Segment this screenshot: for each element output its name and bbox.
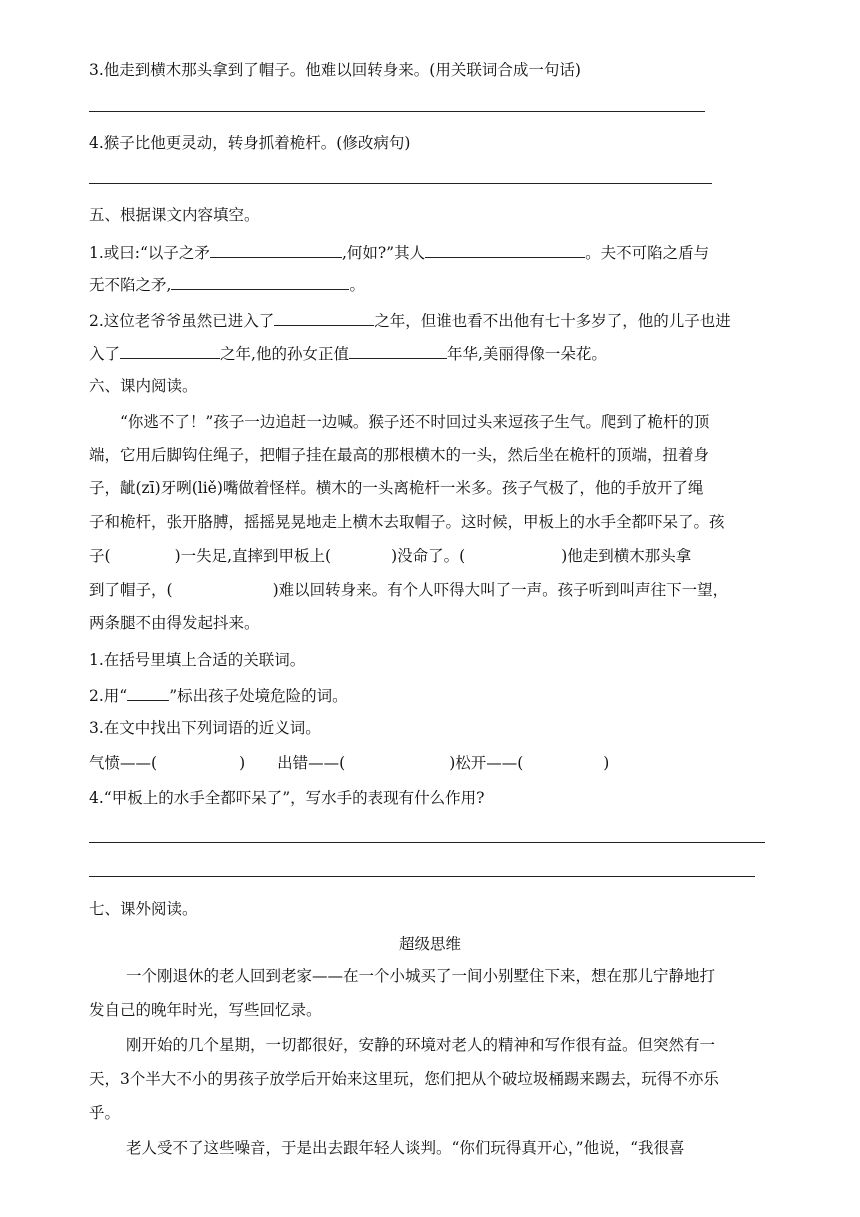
blank <box>274 309 374 326</box>
blank <box>171 273 349 290</box>
question-2: 2.用“ ”标出孩子处境危险的词。 <box>89 684 348 706</box>
fill-line-2: 无不陷之矛, 。 <box>89 273 365 295</box>
fill-line-3: 2.这位老爷爷虽然已进入了 之年，但谁也看不出他有七十多岁了，他的儿子也进 <box>89 309 731 331</box>
question-3: 3.在文中找出下列词语的近义词。 <box>89 719 321 737</box>
answer-line <box>89 842 765 843</box>
synonym-row: 气愤——( ) 出错——( )松开——( ) <box>89 754 610 772</box>
fill-line-4: 入了 之年,他的孙女正值 年华,美丽得像一朵花。 <box>89 342 607 364</box>
passage-line: 到了帽子，( )难以回转身来。有个人吓得大叫了一声。孩子听到叫声往下一望， <box>89 581 729 599</box>
article-line: 老人受不了这些噪音，于是出去跟年轻人谈判。“你们玩得真开心，”他说，“我很喜 <box>126 1139 685 1157</box>
passage-line: 子，龇(zī)牙咧(liě)嘴做着怪样。横木的一头离桅杆一米多。孩子气极了，他的手放开了绳 <box>89 479 704 497</box>
blank <box>425 241 585 258</box>
blank <box>349 342 447 359</box>
section-6-heading: 六、课内阅读。 <box>89 377 198 395</box>
question-4: 4.“甲板上的水手全都吓呆了”，写水手的表现有什么作用? <box>89 789 485 807</box>
answer-line <box>89 111 705 112</box>
article-line: 发自己的晚年时光，写些回忆录。 <box>89 1001 322 1019</box>
article-line: 天，3个半大不小的男孩子放学后开始来这里玩，您们把从个破垃圾桶踢来踢去，玩得不亦乐 <box>89 1070 719 1088</box>
section-7-heading: 七、课外阅读。 <box>89 900 198 918</box>
passage-line: 端，它用后脚钩住绳子，把帽子挂在最高的那根横木的一头，然后坐在桅杆的顶端，扭着身 <box>89 446 710 464</box>
question-3: 3.他走到横木那头拿到了帽子。他难以回转身来。(用关联词合成一句话) <box>89 61 581 79</box>
passage-line: 两条腿不由得发起抖来。 <box>89 614 260 632</box>
article-line: 乎。 <box>89 1104 121 1122</box>
question-4: 4.猴子比他更灵动，转身抓着桅杆。(修改病句) <box>89 134 411 152</box>
blank <box>210 241 342 258</box>
question-1: 1.在括号里填上合适的关联词。 <box>89 651 306 669</box>
passage-line: 子和桅杆，张开胳膊，摇摇晃晃地走上横木去取帽子。这时候，甲板上的水手全都吓呆了。孩 <box>89 513 725 531</box>
underline-sample <box>127 684 169 701</box>
article-title: 超级思维 <box>398 935 461 953</box>
article-line: 刚开始的几个星期，一切都很好，安静的环境对老人的精神和写作很有益。但突然有一 <box>126 1036 716 1054</box>
answer-line <box>89 876 755 877</box>
passage-line: “你逃不了！”孩子一边追赶一边喊。猴子还不时回过头来逗孩子生气。爬到了桅杆的顶 <box>120 413 710 431</box>
blank <box>120 342 220 359</box>
fill-line-1: 1.或曰:“以子之矛 ,何如?”其人 。夫不可陷之盾与 <box>89 241 709 263</box>
section-5-heading: 五、根据课文内容填空。 <box>89 206 260 224</box>
passage-line: 子( )一失足,直摔到甲板上( )没命了。( )他走到横木那头拿 <box>89 547 692 565</box>
answer-line <box>89 183 712 184</box>
article-line: 一个刚退休的老人回到老家——在一个小城买了一间小别墅住下来，想在那儿宁静地打 <box>126 967 716 985</box>
